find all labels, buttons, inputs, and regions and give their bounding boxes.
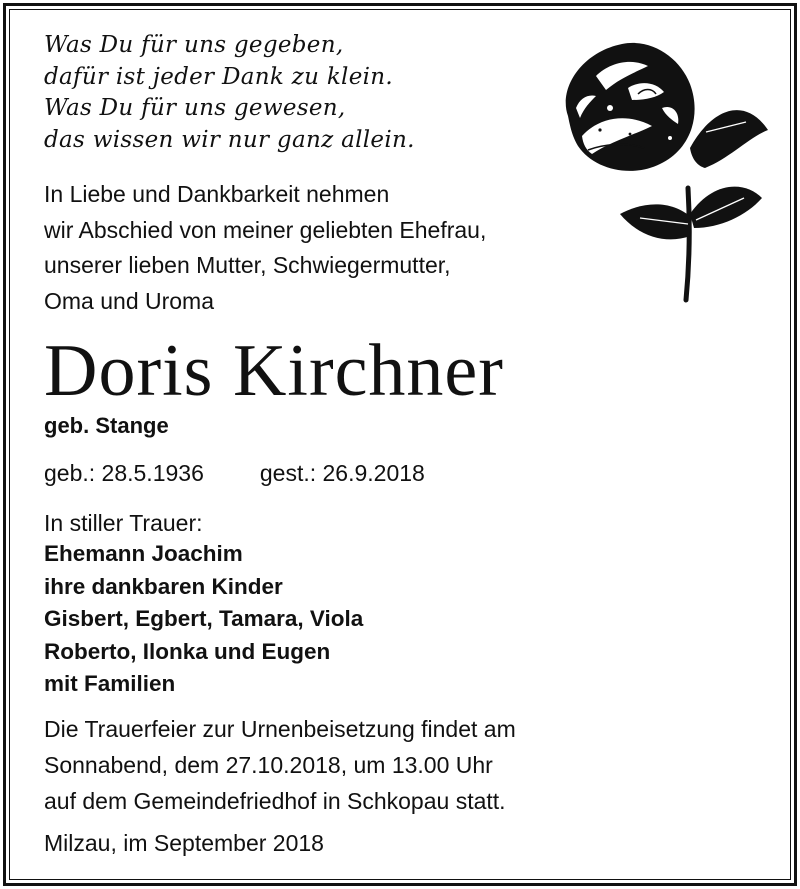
deceased-name: Doris Kirchner [44,330,504,412]
mourner-line: mit Familien [44,671,176,696]
mourner-line: Roberto, Ilonka und Eugen [44,638,331,664]
rose-icon [540,38,775,303]
mourner-line: Gisbert, Egbert, Tamara, Viola [44,606,364,631]
death-date: gest.: 26.9.2018 [259,460,425,486]
maiden-name: geb. Stange [44,413,169,438]
mourner-line: ihre dankbaren Kinder [44,573,283,599]
poem-line: Was Du für uns gewesen, [44,95,346,121]
intro-line: In Liebe und Dankbarkeit nehmen [44,181,390,207]
ceremony-line: auf dem Gemeindefriedhof in Schkopau statt. [44,788,506,814]
ceremony-details [44,711,516,819]
farewell-intro [44,177,486,319]
intro-line: Oma und Uroma [44,287,215,314]
mourner-line: Ehemann Joachim [44,541,243,566]
ceremony-line: Die Trauerfeier zur Urnenbeisetzung findet am [44,716,516,742]
mourning-label: In stiller Trauer: [44,510,203,536]
ceremony-line: Sonnabend, dem 27.10.2018, um 13.00 Uhr [44,752,493,778]
intro-line: wir Abschied von meiner geliebten Ehefrau, [44,216,487,243]
mourners-list [44,538,363,701]
place-and-date: Milzau, im September 2018 [44,830,324,856]
life-dates [44,456,425,490]
intro-line: unserer lieben Mutter, Schwiegermutter, [44,252,451,278]
poem-line: das wissen wir nur ganz allein. [44,126,415,153]
memorial-poem [44,30,415,156]
poem-line: Was Du für uns gegeben, [44,32,344,58]
poem-line: dafür ist jeder Dank zu klein. [44,63,394,90]
birth-date: geb.: 28.5.1936 [44,460,204,486]
